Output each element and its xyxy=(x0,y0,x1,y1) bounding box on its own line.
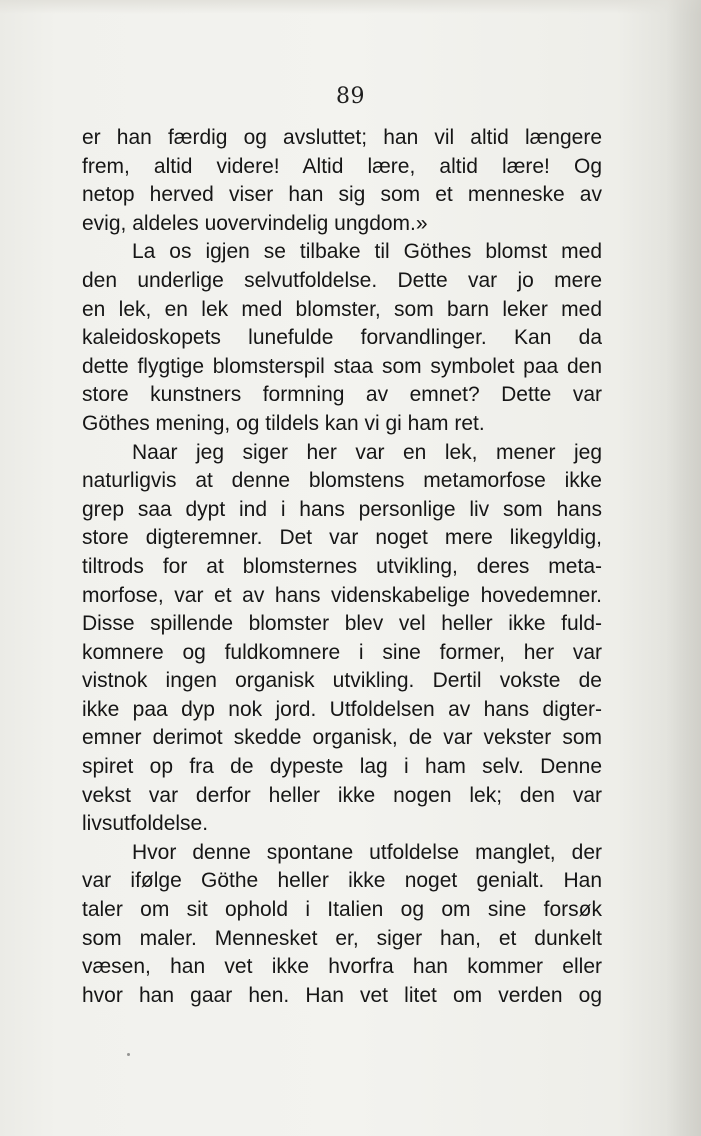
text-line: Naar jeg siger her var en lek, mener jeg xyxy=(132,440,602,464)
text-line: taler om sit ophold i Italien og om sine forsøk xyxy=(82,898,602,922)
text-line: Göthes mening, og tildels kan vi gi ham ret. xyxy=(82,411,485,435)
text-line: hvor han gaar hen. Han vet litet om verden og xyxy=(82,983,602,1007)
text-line: komnere og fuldkomnere i sine former, her var xyxy=(82,640,602,664)
text-line: en lek, en lek med blomster, som barn leker med xyxy=(82,297,602,321)
text-line: netop herved viser han sig som et menneske av xyxy=(82,183,602,207)
text-line: vekst var derfor heller ikke nogen lek; den var xyxy=(82,783,602,807)
paper-speck xyxy=(127,1053,130,1056)
text-line: evig, aldeles uovervindelig ungdom.» xyxy=(82,211,428,235)
text-line: frem, altid videre! Altid lære, altid lære! Og xyxy=(82,154,602,178)
text-line: store kunstners formning av emnet? Dette var xyxy=(82,383,602,407)
text-line: den underlige selvutfoldelse. Dette var jo mere xyxy=(82,268,602,292)
text-line: La os igjen se tilbake til Göthes blomst med xyxy=(132,240,602,264)
page-number: 89 xyxy=(336,84,365,109)
text-line: Disse spillende blomster blev vel heller ikke fuld- xyxy=(82,612,602,636)
text-line: væsen, han vet ikke hvorfra han kommer eller xyxy=(82,955,602,979)
text-line: naturligvis at denne blomstens metamorfose ikke xyxy=(82,469,602,493)
text-line: grep saa dypt ind i hans personlige liv som hans xyxy=(82,497,602,521)
text-line: Hvor denne spontane utfoldelse manglet, der xyxy=(132,840,602,864)
text-line: livsutfoldelse. xyxy=(82,812,209,836)
text-line: som maler. Mennesket er, siger han, et dunkelt xyxy=(82,926,602,950)
text-line: store digteremner. Det var noget mere likegyldig, xyxy=(82,526,602,550)
text-line: ikke paa dyp nok jord. Utfoldelsen av hans digter- xyxy=(82,697,602,721)
text-line: vistnok ingen organisk utvikling. Dertil vokste de xyxy=(82,669,602,693)
text-line: morfose, var et av hans videnskabelige hovedemner. xyxy=(82,583,602,607)
text-line: er han færdig og avsluttet; han vil altid længere xyxy=(82,126,602,149)
text-line: spiret op fra de dypeste lag i ham selv. Denne xyxy=(82,755,602,779)
body-text xyxy=(82,124,602,1010)
text-line: tiltrods for at blomsternes utvikling, deres meta- xyxy=(82,554,602,578)
text-line: dette flygtige blomsterspil staa som symbolet paa den xyxy=(82,354,602,378)
text-line: emner derimot skedde organisk, de var vekster som xyxy=(82,726,602,750)
text-line: var ifølge Göthe heller ikke noget genialt. Han xyxy=(82,869,602,893)
text-line: kaleidoskopets lunefulde forvandlinger. Kan da xyxy=(82,326,602,350)
